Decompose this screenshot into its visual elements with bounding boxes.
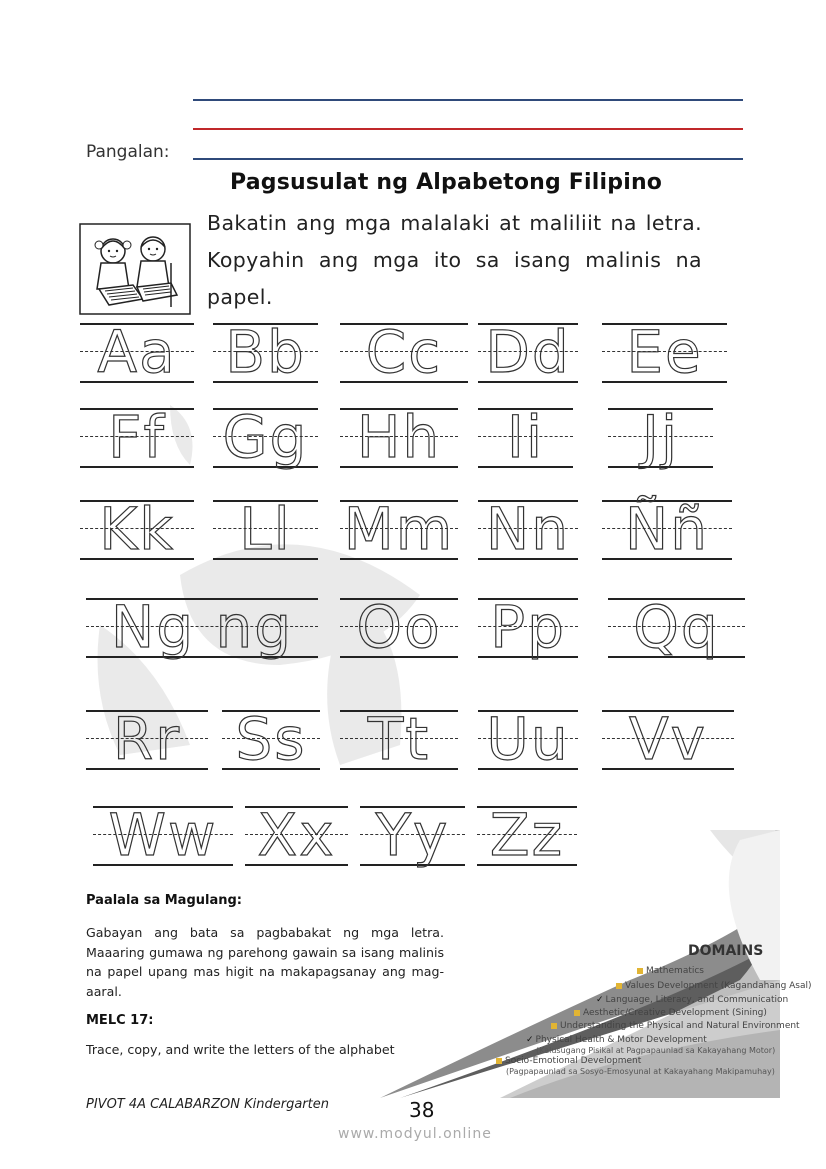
domain-item: ✓ Language, Literacy, and Communication [596, 995, 789, 1005]
bullet-square-icon [637, 968, 643, 974]
trace-cell: Dd [478, 323, 578, 398]
bullet-square-icon [574, 1010, 580, 1016]
trace-cell: Cc [340, 323, 468, 398]
parent-note-heading: Paalala sa Magulang: [86, 893, 242, 908]
page-title: Pagsusulat ng Alpabetong Filipino [230, 170, 663, 195]
parent-note-text: Gabayan ang bata sa pagbabakat ng mga letra. Maaaring gumawa ng parehong gawain sa isang malinis na papel upang mas higit na makapagsanay ang mag-aaral. [86, 925, 444, 999]
trace-cell: Ff [80, 408, 194, 483]
trace-cell: Ññ [602, 500, 732, 575]
trace-cell: Zz [477, 806, 577, 881]
instructions: Bakatin ang mga malalaki at maliliit na letra. Kopyahin ang mga ito sa isang malinis na papel. [207, 211, 702, 309]
domain-item: Values Development (Kagandahang Asal) [616, 981, 812, 991]
trace-cell: Qq [608, 598, 745, 673]
name-label: Pangalan: [86, 142, 170, 162]
melc-heading: MELC 17: [86, 1013, 154, 1028]
domain-item-subtitle: (Kalusugang Pisikal at Pagpapaunlad sa Kakayahang Motor) [536, 1046, 776, 1055]
bullet-square-icon [616, 983, 622, 989]
trace-cell: Xx [245, 806, 348, 881]
trace-cell: Ss [222, 710, 320, 785]
trace-cell: Mm [340, 500, 458, 575]
trace-cell: Jj [608, 408, 713, 483]
ruler-top-line [193, 99, 743, 101]
domain-item: Socio-Emotional Development [496, 1056, 641, 1066]
trace-cell: Ww [93, 806, 233, 881]
trace-cell: Kk [80, 500, 194, 575]
trace-cell: Yy [360, 806, 465, 881]
page-number: 38 [409, 1098, 435, 1122]
melc-text: Trace, copy, and write the letters of the alphabet [86, 1042, 395, 1057]
domain-item: ✓ Physical Health & Motor Development [526, 1035, 707, 1045]
footer-source: PIVOT 4A CALABARZON Kindergarten [86, 1097, 329, 1112]
watermark-text: www.modyul.online [338, 1126, 492, 1142]
trace-cell: Gg [213, 408, 318, 483]
domain-item-subtitle: (Pagpapaunlad sa Sosyo-Emosyunal at Kakayahang Makipamuhay) [506, 1067, 775, 1076]
domains-title: DOMAINS [688, 943, 764, 959]
domain-item: Aesthetic/Creative Development (Sining) [574, 1008, 767, 1018]
ruler-bottom-line [193, 158, 743, 160]
checkmark-icon: ✓ [526, 1035, 534, 1045]
trace-cell: Vv [602, 710, 734, 785]
bullet-square-icon [496, 1058, 502, 1064]
trace-cell: Ee [602, 323, 727, 398]
trace-cell: Ii [478, 408, 573, 483]
trace-cell: Tt [340, 710, 458, 785]
trace-cell: Nn [478, 500, 578, 575]
children-writing-illustration [79, 223, 191, 315]
trace-cell: Pp [478, 598, 578, 673]
trace-cell: Uu [478, 710, 578, 785]
trace-cell: Ll [213, 500, 318, 575]
ruler-middle-line [193, 128, 743, 130]
trace-cell: Bb [213, 323, 318, 398]
bullet-square-icon [551, 1023, 557, 1029]
domain-item: Understanding the Physical and Natural Environment [551, 1021, 800, 1031]
trace-cell: Ng ng [86, 598, 318, 673]
domain-item: Mathematics [637, 966, 704, 976]
trace-cell: Oo [340, 598, 458, 673]
trace-cell: Rr [86, 710, 208, 785]
checkmark-icon: ✓ [596, 995, 604, 1005]
trace-cell: Hh [340, 408, 458, 483]
trace-cell: Aa [80, 323, 194, 398]
